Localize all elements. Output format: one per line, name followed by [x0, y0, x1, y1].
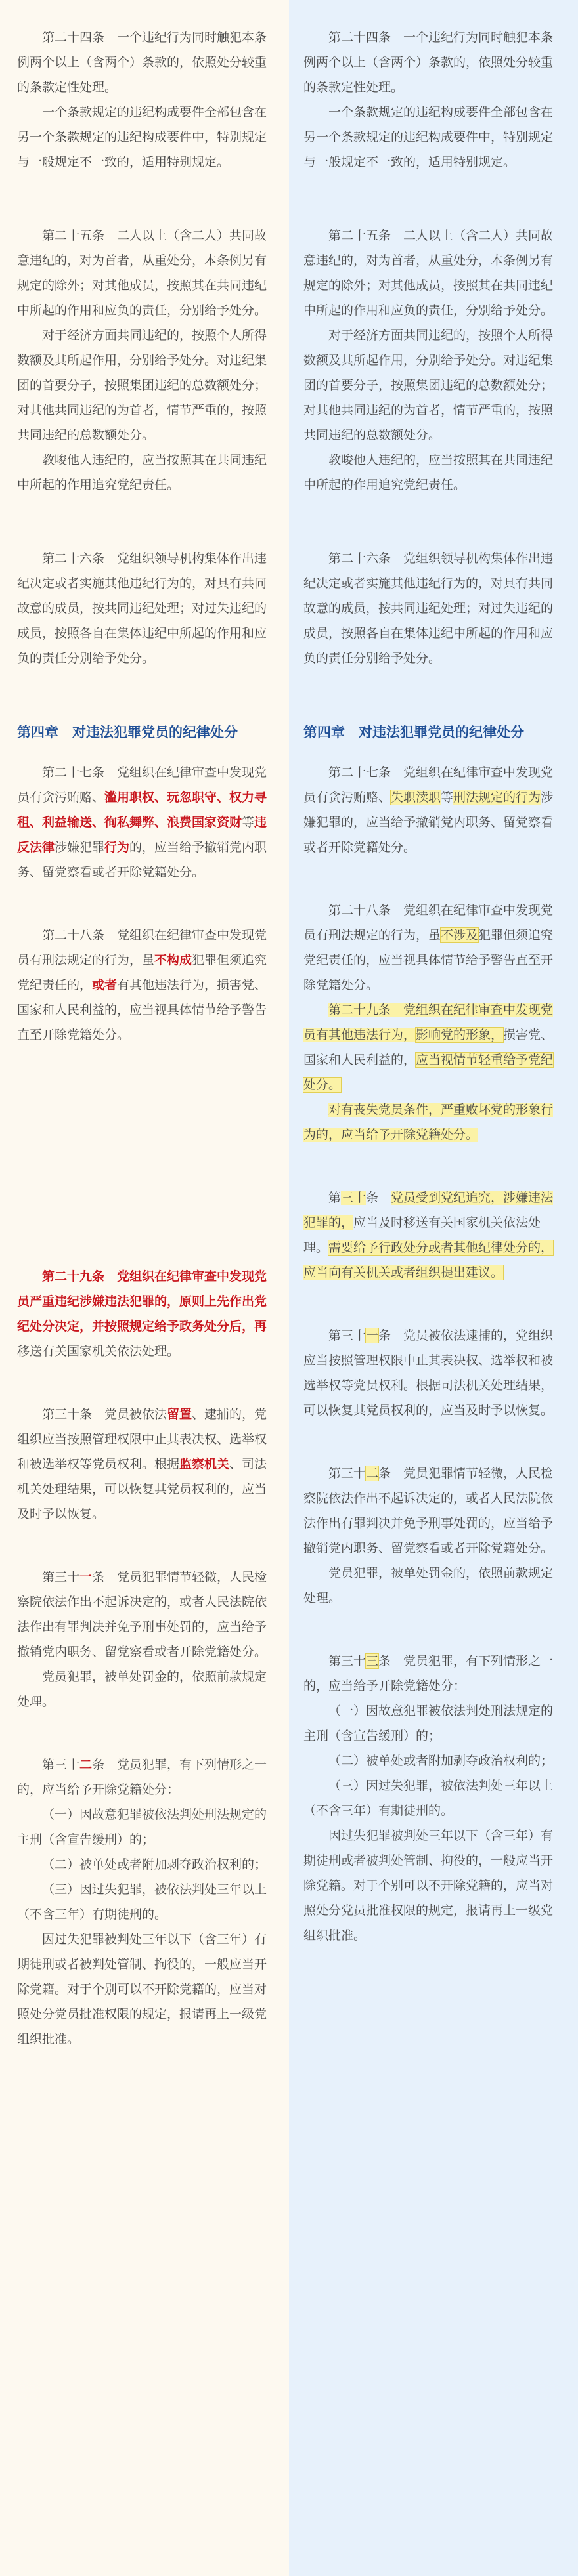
left-art31-p1: [17, 1565, 273, 1664]
text-span: 、司法机关处理结果，可以恢复其党员权利的，应当及时予以恢复。: [17, 1457, 267, 1521]
text-span: 第二十七条 党组织在纪律审查中发现党员有贪污贿赂、: [17, 765, 267, 805]
right-art25-p1: 第二十五条 二人以上（含二人）共同故意违纪的，对为首者，从重处分，本条例另有规定的除外；对其他成员，按照其在共同违纪中所起的作用和应负的责任，分别给予处分。: [303, 228, 554, 318]
left-art29-p1: [17, 1264, 273, 1364]
right-art24-p2: 一个条款规定的违纪构成要件全部包含在另一个条款规定的违纪构成要件中，特别规定与一般规定不一致的，适用特别规定。: [303, 105, 554, 169]
left-article-24: [17, 25, 273, 175]
right-art32-p1: [303, 1461, 561, 1561]
text-span: 条 党员被依法逮捕的，党组织应当按照管理权限中止其表决权、选举权和被选举权等党员权利。根据司法机关处理结果，可以恢复其党员权利的，应当及时予以恢复。: [303, 1328, 554, 1418]
text-span: 有其他违法行为，损害党、国家和人民利益的，应当视具体情节给予警告直至开除党籍处分。: [17, 978, 267, 1042]
text-span: 条: [366, 1191, 391, 1205]
text-span: 、逮捕的，党组织应当按照管理权限中止其表决权、选举权和被选举权等党员权利。根据: [17, 1407, 267, 1471]
right-art26-p1: 第二十六条 党组织领导机构集体作出违纪决定或者实施其他违纪行为的，对具有共同故意的成员，按共同违纪处理；对过失违纪的成员，按照各自在集体违纪中所起的作用和应负的责任分别给予处分。: [303, 551, 554, 665]
left-article-30: [17, 1402, 273, 1527]
highlighted-text: 失职渎职: [391, 790, 441, 805]
right-art33-item-3: （三）因过失犯罪，被依法判处三年以上（不含三年）有期徒刑的。: [303, 1779, 554, 1818]
highlighted-text: 不涉及: [441, 928, 479, 942]
text-span: 等: [242, 815, 255, 830]
left-art25-p3: 教唆他人违纪的，应当按照其在共同违纪中所起的作用追究党纪责任。: [17, 453, 267, 492]
changed-text: 行为: [104, 840, 130, 855]
right-article-31: [303, 1323, 561, 1423]
text-span: 条 党员犯罪，有下列情形之一的，应当给予开除党籍处分：: [17, 1758, 267, 1797]
changed-text: 或者: [92, 978, 118, 992]
left-article-32: [17, 1752, 273, 2052]
left-article-26: [17, 546, 273, 671]
right-art33-item-2: （二）被单处或者附加剥夺政治权利的；: [328, 1754, 554, 1768]
left-art25-p2: 对于经济方面共同违纪的，按照个人所得数额及其所起作用，分别给予处分。对违纪集团的首要分子，按照集团违纪的总数额处分；对其他共同违纪的为首者，情节严重的，按照共同违纪的总数额处分。: [17, 328, 267, 442]
right-article-25: [303, 223, 561, 497]
left-chapter-4-heading: 第四章 对违法犯罪党员的纪律处分: [17, 725, 238, 740]
left-art32-item-2: （二）被单处或者附加剥夺政治权利的；: [42, 1857, 267, 1872]
right-article-28: [303, 898, 561, 998]
text-span: 损害党、国家和人民利益的，: [303, 1028, 554, 1067]
left-art32-item-1: （一）因故意犯罪被依法判处刑法规定的主刑（含宣告缓刑）的；: [17, 1807, 267, 1847]
left-art24-p1: 第二十四条 一个违纪行为同时触犯本条例两个以上（含两个）条款的，依照处分较重的条款定性处理。: [17, 30, 267, 95]
left-article-25: [17, 223, 273, 497]
right-art27-p1: [303, 760, 561, 860]
text-span: 条 党员犯罪情节轻微，人民检察院依法作出不起诉决定的，或者人民法院依法作出有罪判决并免予刑事处罚的，应当给予撤销党内职务、留党察看或者开除党籍处分。: [303, 1466, 554, 1555]
right-art33-p2: 因过失犯罪被判处三年以下（含三年）有期徒刑或者被判处管制、拘役的，一般应当开除党籍。对于个别可以不开除党籍的，应当对照处分党员批准权限的规定，报请再上一级党组织批准。: [303, 1828, 554, 1943]
text-span: 条 党员犯罪情节轻微，人民检察院依法作出不起诉决定的，或者人民法院依法作出有罪判决并免予刑事处罚的，应当给予撤销党内职务、留党察看或者开除党籍处分。: [17, 1570, 267, 1659]
text-span: 第三十条 党员被依法: [42, 1407, 167, 1422]
text-span: 条 党员犯罪，有下列情形之一的，应当给予开除党籍处分：: [303, 1654, 554, 1693]
left-art26-p1: 第二十六条 党组织领导机构集体作出违纪决定或者实施其他违纪行为的，对具有共同故意的成员，按共同违纪处理；对过失违纪的成员，按照各自在集体违纪中所起的作用和应负的责任分别给予处分。: [17, 551, 267, 665]
changed-text: 留置: [167, 1407, 192, 1422]
right-art25-p3: 教唆他人违纪的，应当按照其在共同违纪中所起的作用追究党纪责任。: [303, 453, 554, 492]
text-span: 第二十八条 党组织在纪律审查中发现党员有刑法规定的行为，虽: [17, 928, 267, 967]
text-span: 第三十: [328, 1466, 367, 1481]
changed-text: 第二十九条 党组织在纪律审查中发现党员严重违纪涉嫌违法犯罪的，原则上先作出党纪处分决定，并按照规定给予政务处分后，再: [17, 1269, 267, 1334]
highlighted-text: 二: [366, 1466, 379, 1481]
text-span: 第二十七条 党组织在纪律审查中发现党员有贪污贿赂、: [303, 765, 554, 805]
left-art24-p2: 一个条款规定的违纪构成要件全部包含在另一个条款规定的违纪构成要件中，特别规定与一般规定不一致的，适用特别规定。: [17, 105, 267, 169]
text-span: 第二十八条 党组织在纪律审查中发现党员有刑法规定的行为，虽: [303, 903, 554, 942]
right-article-27: [303, 760, 561, 860]
right-article-32: [303, 1461, 561, 1611]
left-art28-p1: [17, 923, 273, 1047]
right-article-29: [303, 998, 561, 1147]
text-span: 涉嫌犯罪的，应当给予撤销党内职务、留党察看或者开除党籍处分。: [303, 790, 554, 855]
left-article-31: [17, 1565, 273, 1714]
right-column: [289, 0, 578, 2576]
right-article-33: [303, 1649, 561, 1948]
changed-text: 二: [79, 1758, 93, 1772]
text-span: 移送有关国家机关依法处理。: [17, 1344, 180, 1359]
left-art32-item-3: （三）因过失犯罪，被依法判处三年以上（不含三年）有期徒刑的。: [17, 1882, 267, 1922]
left-article-29: [17, 1264, 273, 1364]
text-span: 犯罪但须追究党纪责任的，应当视具体情节给予警告直至开除党籍处分。: [303, 928, 554, 992]
text-span: 应当及时移送有关国家机关依法处理。: [303, 1215, 541, 1255]
right-art31-p1: [303, 1323, 561, 1423]
right-art30-p1: [303, 1185, 561, 1285]
right-art32-p2: 党员犯罪，被单处罚金的，依照前款规定处理。: [303, 1566, 554, 1605]
text-span: 的，应当给予撤销党内职务、留党察看或者开除党籍处分。: [17, 840, 267, 879]
right-art29-p2: [303, 1097, 561, 1147]
right-art25-p2: 对于经济方面共同违纪的，按照个人所得数额及其所起作用，分别给予处分。对违纪集团的首要分子，按照集团违纪的总数额处分；对其他共同违纪的为首者，情节严重的，按照共同违纪的总数额处分。: [303, 328, 554, 442]
changed-text: 一: [79, 1570, 93, 1584]
highlighted-text: 三十: [341, 1191, 367, 1205]
right-article-24: [303, 25, 561, 175]
right-art24-p1: 第二十四条 一个违纪行为同时触犯本条例两个以上（含两个）条款的，依照处分较重的条款定性处理。: [303, 30, 554, 95]
changed-text: 违反法律: [17, 815, 267, 855]
highlighted-text: 刑法规定的行为: [453, 790, 541, 805]
text-span: 第三十: [42, 1758, 80, 1772]
left-article-28: [17, 923, 273, 1047]
text-span: 第三十: [42, 1570, 80, 1584]
highlighted-text: 一: [366, 1328, 379, 1343]
left-art32-p1: [17, 1752, 273, 1802]
changed-text: 监察机关: [179, 1457, 230, 1471]
text-span: 第三十: [328, 1328, 367, 1343]
highlighted-text: 第二十九条 党组织在纪律审查中发现党员有其他违法行为，: [303, 1003, 554, 1042]
highlighted-text: 对有丧失党员条件，严重败坏党的形象行为的，应当给予开除党籍处分。: [303, 1103, 554, 1142]
right-article-30: [303, 1185, 561, 1285]
left-article-27: [17, 760, 273, 885]
left-art32-p2: 因过失犯罪被判处三年以下（含三年）有期徒刑或者被判处管制、拘役的，一般应当开除党籍。对于个别可以不开除党籍的，应当对照处分党员批准权限的规定，报请再上一级党组织批准。: [17, 1932, 267, 2046]
text-span: 第: [328, 1191, 342, 1205]
highlighted-text: 影响党的形象，: [416, 1028, 504, 1042]
highlighted-text: 三: [366, 1654, 379, 1668]
right-article-26: [303, 546, 561, 671]
left-art31-p2: 党员犯罪，被单处罚金的，依照前款规定处理。: [17, 1670, 267, 1709]
highlighted-text: 应当视情节轻重给予党纪处分。: [303, 1053, 554, 1092]
highlighted-text: 需要给予行政处分或者其他纪律处分的，应当向有关机关或者组织提出建议。: [303, 1240, 554, 1280]
changed-text: 滥用职权、玩忽职守、权力寻租、利益输送、徇私舞弊、浪费国家资财: [17, 790, 267, 830]
text-span: 第三十: [328, 1654, 367, 1668]
left-art25-p1: 第二十五条 二人以上（含二人）共同故意违纪的，对为首者，从重处分，本条例另有规定的除外；对其他成员，按照其在共同违纪中所起的作用和应负的责任，分别给予处分。: [17, 228, 267, 318]
right-art29-p1: [303, 998, 561, 1097]
left-art27-p1: [17, 760, 273, 885]
left-art30-p1: [17, 1402, 273, 1527]
changed-text: 不构成: [154, 953, 192, 967]
text-span: 等: [441, 790, 454, 805]
highlighted-text: 党员受到党纪追究，涉嫌违法犯罪的，: [303, 1191, 554, 1230]
right-art28-p1: [303, 898, 561, 998]
right-chapter-4-heading: 第四章 对违法犯罪党员的纪律处分: [303, 725, 524, 740]
text-span: 涉嫌犯罪: [55, 840, 105, 855]
text-span: 犯罪但须追究党纪责任的，: [17, 953, 267, 992]
right-art33-p1: [303, 1649, 561, 1699]
right-art33-item-1: （一）因故意犯罪被依法判处刑法规定的主刑（含宣告缓刑）的；: [303, 1704, 554, 1743]
